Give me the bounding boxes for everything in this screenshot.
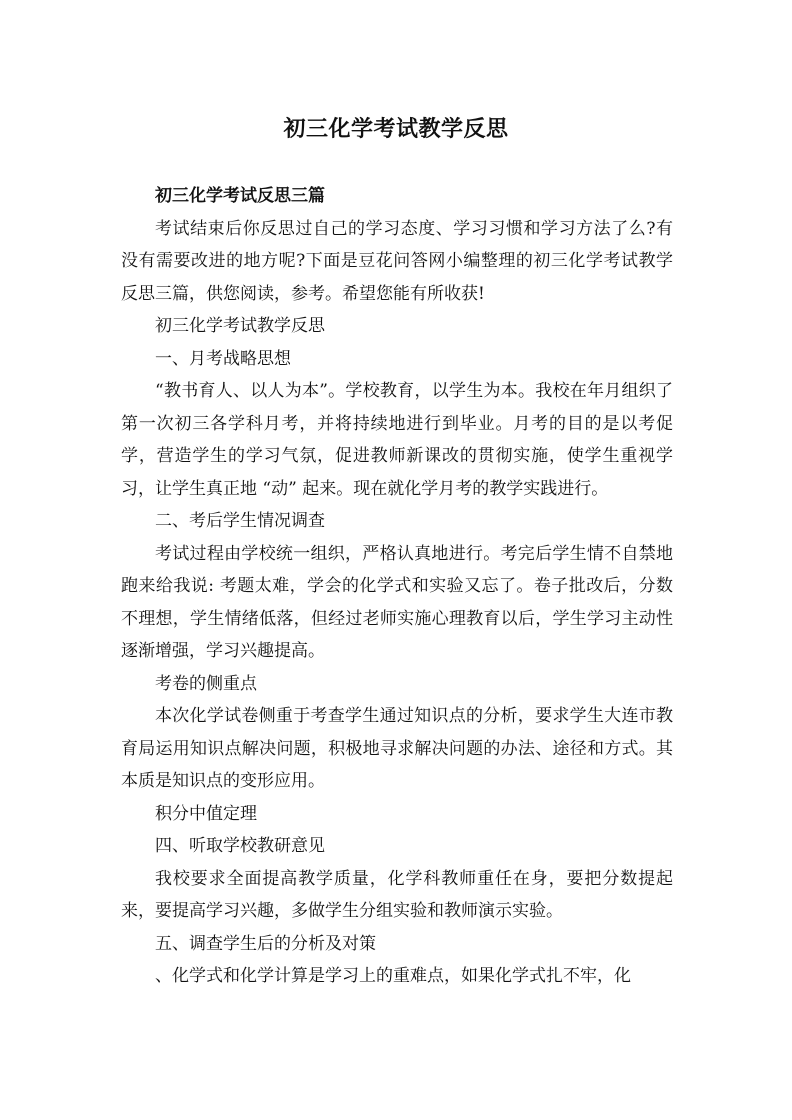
- heading-student-survey: 二、考后学生情况调查: [155, 511, 325, 531]
- subtitle-line: 初三化学考试教学反思: [155, 316, 325, 336]
- heading-school-opinion: 四、听取学校教研意见: [155, 836, 325, 856]
- body-paragraph: 本次化学试卷侧重于考查学生通过知识点的分析，要求学生大连市教育局运用知识点解决问题，积极地寻求解决问题的办法、途径和方式。其本质是知识点的变形应用。: [121, 706, 673, 791]
- heading-analysis-countermeasures: 五、调查学生后的分析及对策: [155, 933, 376, 954]
- body-paragraph: 我校要求全面提高教学质量，化学科教师重任在身，要把分数提起来，要提高学习兴趣，多做学生分组实验和教师演示实验。: [121, 868, 673, 921]
- heading-monthly-exam-strategy: 一、月考战略思想: [155, 348, 291, 369]
- body-paragraph: 考试过程由学校统一组织，严格认真地进行。考完后学生情不自禁地跑来给我说: 考题太难，学会的化学式和实验又忘了。卷子批改后，分数不理想，学生情绪低落，但经过老师实施心理教育以后，学生学习主动性逐渐增强，学习兴趣提高。: [121, 543, 673, 661]
- intro-paragraph: 考试结束后你反思过自己的学习态度、学习习惯和学习方法了么?有没有需要改进的地方呢?下面是豆花问答网小编整理的初三化学考试教学反思三篇，供您阅读，参考。希望您能有所收获!: [121, 218, 673, 304]
- body-paragraph: 、化学式和化学计算是学习上的重难点，如果化学式扎不牢，化: [155, 966, 631, 986]
- document-body: [121, 180, 673, 993]
- stray-line: 积分中值定理: [155, 803, 257, 824]
- heading-exam-focus: 考卷的侧重点: [155, 673, 257, 694]
- body-paragraph: “教书育人、以人为本”。学校教育，以学生为本。我校在年月组织了第一次初三各学科月考，并将持续地进行到毕业。月考的目的是以考促学，营造学生的学习气氛，促进教师新课改的贯彻实施，使学生重视学习，让学生真正地 “动” 起来。现在就化学月考的教学实践进行。: [121, 381, 673, 499]
- section-heading: 初三化学考试反思三篇: [155, 186, 325, 206]
- document-title: 初三化学考试教学反思: [283, 116, 509, 142]
